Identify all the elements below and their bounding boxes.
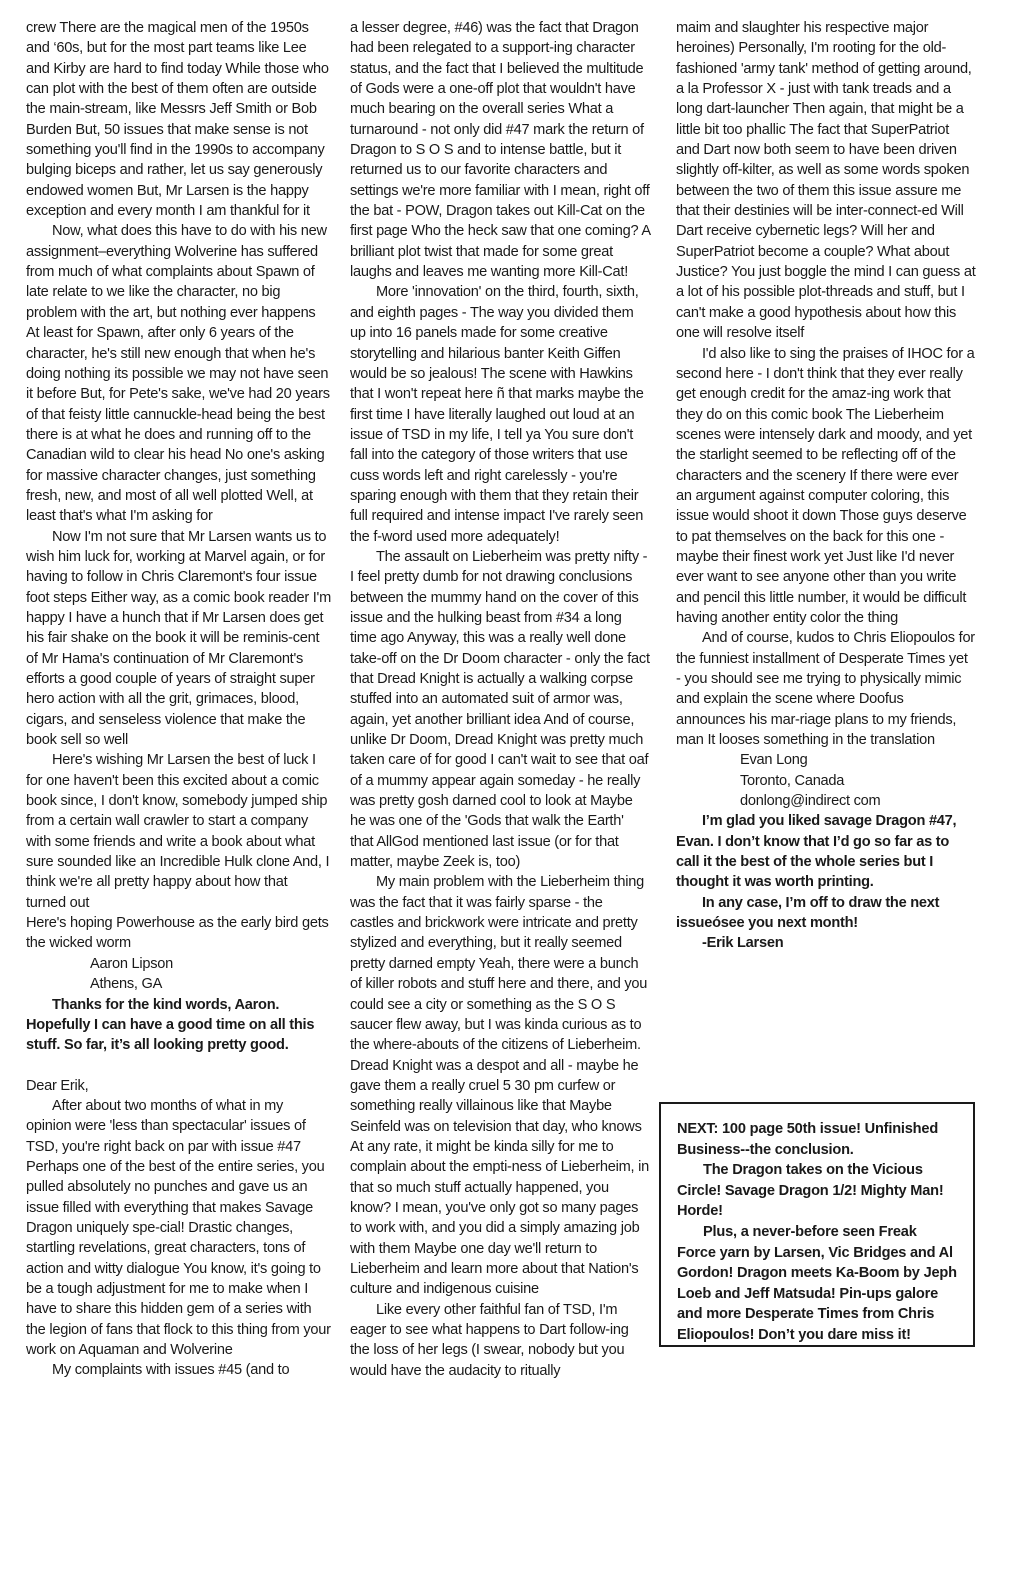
letter-paragraph: Like every other faithful fan of TSD, I'm eager to see what happens to Dart follow-ing the loss of her legs (I swear, nobody but you would have the audacity to ritually <box>350 1301 629 1379</box>
next-issue-text: Plus, a never-before seen Freak Force yarn by Larsen, Vic Bridges and Al Gordon! Dragon meets Ka-Boom by Jeph Loeb and Jeff Matsuda! Pin-ups galore and more Desperate Times from Chris Eliopoulos! Don’t you dare miss it! <box>677 1223 957 1343</box>
letter-paragraph: My complaints with issues #45 (and to <box>52 1362 290 1379</box>
next-issue-text: The Dragon takes on the Vicious Circle! Savage Dragon 1/2! Mighty Man! Horde! <box>677 1162 944 1220</box>
letter-paragraph: Now, what does this have to do with his new assignment–everything Wolverine has suffered from much of what complaints about Spawn of late relate to we like the character, no big problem with the art, but nothing ever happens At least for Spawn, after only 6 years of the character, he's still new enough that when he's doing nothing its possible we may not have seen it before But, for Pete's sake, we've had 20 years of that feisty little cannuckle-head being the best there is at what he does and running off to the Canadian wild to clear his head No one's asking for massive character changes, just something fresh, new, and most of all well plotted Well, at least that's what I'm asking for <box>26 223 330 525</box>
letter-paragraph: Here's hoping Powerhouse as the early bird gets the wicked worm <box>26 915 329 952</box>
next-issue-box <box>659 1102 975 1347</box>
letter-paragraph: More 'innovation' on the third, fourth, sixth, and eighth pages - The way you divided them up into 16 panels made for some creative storytelling and hilarious banter Keith Giffen would be so jealous! The scene with Hawkins that I won't repeat here ñ that marks maybe the first time I have literally laughed out loud at an issue of TSD in my life, I tell ya You sure don't fall into the category of those writers that use cuss words left and right carelessly - you're sparing enough with them that they retain their full required and intense impact I've rarely seen the f-word used more adequately! <box>350 284 644 545</box>
letter-paragraph: My main problem with the Lieberheim thing was the fact that it was fairly sparse - the castles and brickwork were intricate and pretty stylized and everything, but it really seemed pretty darned empty Yeah, there were a bunch of killer robots and stuff here and there, and you could see a city or something as the S O S saucer flew away, but I was kinda curious as to the where-abouts of the citizens of Lieberheim. Dread Knight was a despot and all - maybe he gave them a really cruel 5 30 pm curfew or something really villainous like that Maybe Seinfeld was on television that day, who knows At any rate, it might be kinda silly for me to complain about the empti-ness of Lieberheim, in that so much stuff actually happened, you know? I mean, you've only got so many pages to work with, and you did a simply amazing job with them Maybe one day we'll return to Lieberheim and learn more about that Nation's culture and indigenous cuisine <box>350 874 649 1298</box>
editor-reply: In any case, I’m off to draw the next issueósee you next month! <box>676 894 940 932</box>
signature-location: Athens, GA <box>90 976 163 993</box>
signature-email: donlong@indirect com <box>740 793 881 810</box>
letters-column-3 <box>676 18 976 954</box>
letter-salutation: Dear Erik, <box>26 1077 89 1094</box>
letter-paragraph: I'd also like to sing the praises of IHOC for a second here - I don't think that they ever really get enough credit for the amaz-ing work that they do on this comic book The Lieberheim scenes were intensely dark and moody, and yet the starlight seemed to be reflecting off of the characters and the scenery If there were ever an argument against computer coloring, this issue would shoot it down Those guys deserve to pat themselves on the back for this one - maybe their finest work yet Just like I'd never ever want to see anyone other than you write and pencil this little number, it would be difficult having another entity color the thing <box>676 345 975 626</box>
letter-paragraph: After about two months of what in my opinion were 'less than spectacular' issues of TSD, you're right back on par with issue #47 Perhaps one of the best of the entire series, you pulled absolutely no punches and gave us an issue filled with everything that makes Savage Dragon uniquely spe-cial! Drastic changes, startling revelations, great characters, tons of action and witty dialogue You know, it's going to be a tough adjustment for me to make when I have to share this hidden gem of a series with the legion of fans that flock to this thing from your work on Aquaman and Wolverine <box>26 1097 331 1358</box>
spacer <box>26 1056 331 1076</box>
letters-column-1 <box>26 18 331 1381</box>
letter-paragraph: Now I'm not sure that Mr Larsen wants us to wish him luck for, working at Marvel again, or for having to follow in Chris Claremont's four issue foot steps Either way, as a comic book reader I'm happy I have a hunch that if Mr Larsen does get his fair shake on the book it will be reminis-cent of Mr Hama's continuation of Mr Claremont's efforts a good couple of years of straight super hero action with all the grit, grimaces, blood, cigars, and senseless violence that make the book sell so well <box>26 528 331 749</box>
letter-paragraph: maim and slaughter his respective major heroines) Personally, I'm rooting for the old-fashioned 'army tank' method of getting around, a la Professor X - just with tank treads and a long dart-launcher Then again, that might be a little bit too phallic The fact that SuperPatriot and Dart now both seem to have been driven slightly off-kilter, as well as some words spoken between the two of them this issue assure me that their destinies will be inter-connect-ed Will Dart receive cybernetic legs? Will her and SuperPatriot become a couple? What about Justice? You just boggle the mind I can guess at a lot of his possible plot-threads and stuff, but I can't make a good hypothesis about how this one will resolve itself <box>676 20 976 342</box>
signature-name: Evan Long <box>740 752 808 769</box>
signature-location: Toronto, Canada <box>740 772 845 789</box>
letter-paragraph: Here's wishing Mr Larsen the best of luck I for one haven't been this excited about a comic book since, I don't know, somebody jumped ship from a certain wall crawler to start a company with some friends and write a book about what sure sounded like an Incredible Hulk clone And, I think we're all pretty happy about how that turned out <box>26 752 330 911</box>
letter-paragraph: crew There are the magical men of the 1950s and ‘60s, but for the most part teams like Lee and Kirby are hard to find today While those who can plot with the best of them often are outside the main-stream, like Messrs Jeff Smith or Bob Burden But, 50 issues that make sense is not something you'll find in the 1990s to accompany bulging biceps and rather, let us say generously endowed women But, Mr Larsen is the happy exception and every month I am thankful for it <box>26 20 329 220</box>
signature-name: Aaron Lipson <box>90 955 174 972</box>
next-issue-headline: NEXT: 100 page 50th issue! Unfinished Business--the conclusion. <box>677 1121 939 1158</box>
letter-paragraph: a lesser degree, #46) was the fact that Dragon had been relegated to a support-ing character status, and the fact that I believed the multitude of Gods were a one-off plot that wouldn't have much bearing on the overall series What a turnaround - not only did #47 mark the return of Dragon to S O S and to intense battle, but it returned us to our favorite characters and settings we're more familiar with I mean, right off the bat - POW, Dragon takes out Kill-Cat on the first page Who the heck saw that one coming? A brilliant plot twist that made for some great laughs and leaves me wanting more Kill-Cat! <box>350 20 651 281</box>
editor-reply: I’m glad you liked savage Dragon #47, Evan. I don’t know that I’d go so far as to call it the best of the whole series but I thought it was worth printing. <box>676 813 957 891</box>
letters-column-2 <box>350 18 650 1381</box>
editor-reply: Thanks for the kind words, Aaron. Hopefully I can have a good time on all this stuff. So far, it’s all looking pretty good. <box>26 996 315 1054</box>
editor-signoff: -Erik Larsen <box>702 935 784 952</box>
letter-paragraph: The assault on Lieberheim was pretty nifty - I feel pretty dumb for not drawing conclusions between the mummy hand on the cover of this issue and the hulking beast from #34 a long time ago Anyway, this was a really well done take-off on the Dr Doom character - only the fact that Dread Knight is actually a walking corpse stuffed into an automated suit of armor was, again, yet another brilliant idea And of course, unlike Dr Doom, Dread Knight was pretty much taken care of for good I can't wait to see that oaf of a mummy appear again someday - he really was pretty gosh darned cool to look at Maybe he was one of the 'Gods that walk the Earth' that AllGod mentioned last issue (or for that matter, maybe Zeek is, too) <box>350 548 650 871</box>
letter-paragraph: And of course, kudos to Chris Eliopoulos for the funniest installment of Desperate Times yet - you should see me trying to physically mimic and explain the scene where Doofus announces his mar-riage plans to my friends, man It looses something in the translation <box>676 630 975 749</box>
